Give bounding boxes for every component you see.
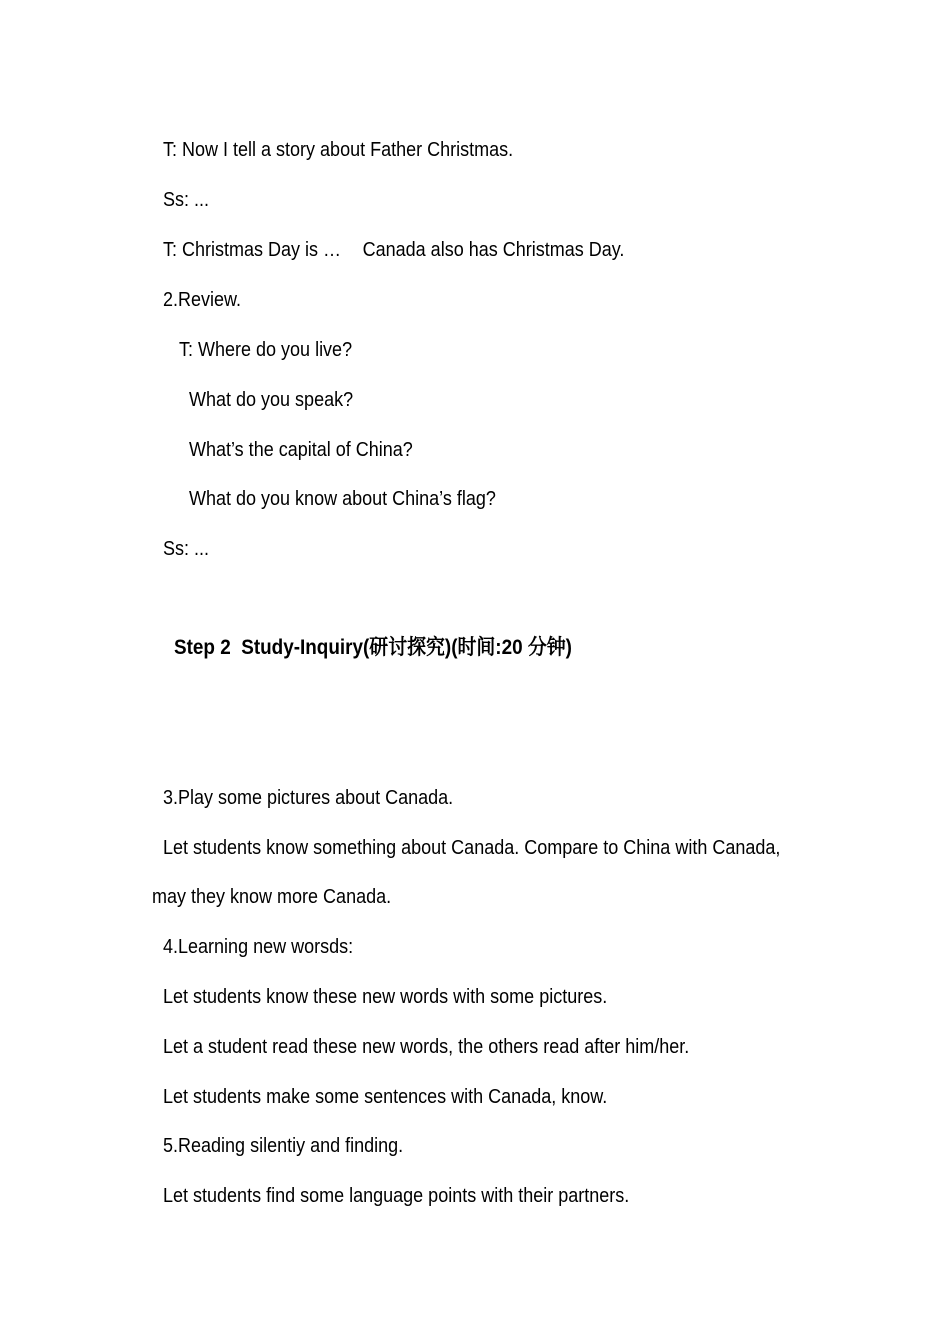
christmas-day-line (163, 238, 624, 262)
question-flag-line: What do you know about China’s flag? (189, 488, 496, 510)
reading-label: Reading silentiy and finding. (178, 1135, 404, 1157)
question-speak-line: What do you speak? (189, 389, 354, 411)
list-number: 3. (163, 787, 179, 809)
list-number: 5. (163, 1135, 179, 1157)
pictures-label: Play some pictures about Canada. (178, 787, 454, 809)
review-item (163, 288, 241, 312)
step-heading: Step 2 Study-Inquiry(研讨探究)(时间:20 分钟) (174, 636, 572, 659)
new-words-label: Learning new worsds: (178, 936, 354, 958)
make-sentences-line: Let students make some sentences with Canada, know. (163, 1086, 608, 1108)
compare-line-continued: may they know more Canada. (152, 886, 392, 908)
reading-item (163, 1134, 403, 1158)
new-words-item (163, 935, 353, 959)
compare-line: Let students know something about Canada. Compare to China with Canada, (163, 837, 781, 859)
list-number: 2. (163, 289, 179, 311)
canada-christmas-text: Canada also has Christmas Day. (362, 239, 625, 261)
students-reply-line: Ss: ... (163, 189, 210, 211)
students-answer-line: Ss: ... (163, 538, 210, 560)
list-number: 4. (163, 936, 179, 958)
teacher-story-line: T: Now I tell a story about Father Christmas. (163, 139, 514, 161)
read-words-line: Let a student read these new words, the others read after him/her. (163, 1036, 690, 1058)
question-capital-line: What’s the capital of China? (189, 439, 413, 461)
pictures-item (163, 786, 453, 810)
christmas-day-text: T: Christmas Day is … (163, 239, 342, 261)
review-label: Review. (178, 289, 242, 311)
language-points-line: Let students find some language points with their partners. (163, 1185, 630, 1207)
new-words-pictures-line: Let students know these new words with some pictures. (163, 986, 608, 1008)
question-live-line: T: Where do you live? (179, 339, 353, 361)
